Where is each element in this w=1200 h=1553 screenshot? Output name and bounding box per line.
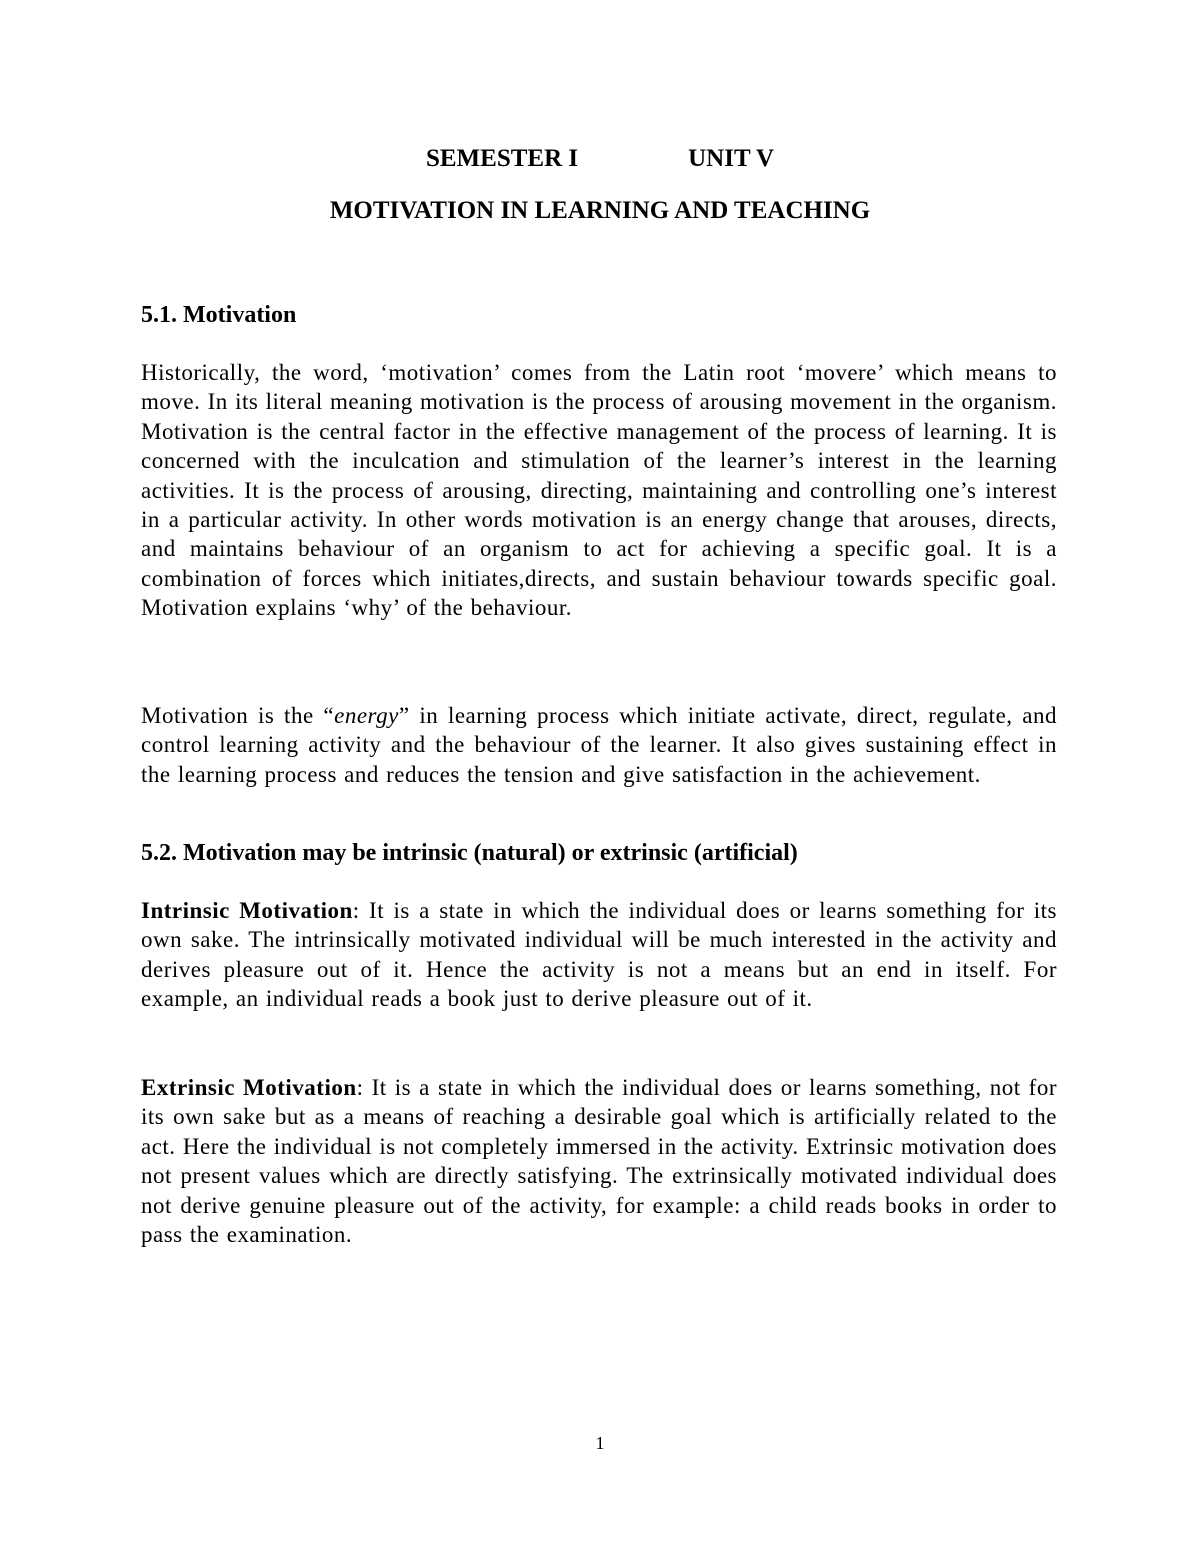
extrinsic-definition: : It is a state in which the individual does or learns something, not for its own sake but as a means of reaching a desirable goal which is artificially related to the act. Here the individual is not completely immersed in the activity. Extrinsic motivation does not present values which are directly satisfying. The extrinsically motivated individual does not derive genuine pleasure out of the activity, for example: a child reads books in order to pass the examination. <box>141 1075 1057 1248</box>
section-heading-5-2: 5.2. Motivation may be intrinsic (natural) or extrinsic (artificial) <box>141 840 798 866</box>
intrinsic-term: Intrinsic Motivation <box>141 898 353 923</box>
paragraph-intrinsic-motivation <box>141 896 1057 1014</box>
energy-emphasis: energy <box>334 703 399 728</box>
energy-paragraph-end: ” in learning process which initiate activate, direct, regulate, and control learning activity and the behaviour of the learner. It also gives sustaining effect in the learning process and reduces the tension and give satisfaction in the achievement. <box>141 703 1057 787</box>
intrinsic-definition: : It is a state in which the individual does or learns something for its own sake. The intrinsically motivated individual will be much interested in the activity and derives pleasure out of it. Hence the activity is not a means but an end in itself. For example, an individual reads a book just to derive pleasure out of it. <box>141 898 1057 1012</box>
paragraph-motivation-energy <box>141 701 1057 789</box>
section-heading-5-1: 5.1. Motivation <box>141 302 297 328</box>
page-number: 1 <box>595 1433 605 1453</box>
extrinsic-term: Extrinsic Motivation <box>141 1075 357 1100</box>
energy-paragraph-start: Motivation is the “ <box>141 703 335 728</box>
page-title: MOTIVATION IN LEARNING AND TEACHING <box>329 197 871 224</box>
semester-label: SEMESTER I <box>425 145 579 172</box>
paragraph-extrinsic-motivation <box>141 1073 1057 1249</box>
semester-unit-header <box>0 144 1200 174</box>
paragraph-motivation-definition: Historically, the word, ‘motivation’ comes from the Latin root ‘movere’ which means to move. In its literal meaning motivation is the process of arousing movement in the organism. Motivation is the central factor in the effective management of the process of learning. It is concerned with the inculcation and stimulation of the learner’s interest in the learning activities. It is the process of arousing, directing, maintaining and controlling one’s interest in a particular activity. In other words motivation is an energy change that arouses, directs, and maintains behaviour of an organism to act for achieving a specific goal. It is a combination of forces which initiates,directs, and sustain behaviour towards specific goal. Motivation explains ‘why’ of the behaviour. <box>141 360 1057 621</box>
unit-label: UNIT V <box>688 145 775 172</box>
